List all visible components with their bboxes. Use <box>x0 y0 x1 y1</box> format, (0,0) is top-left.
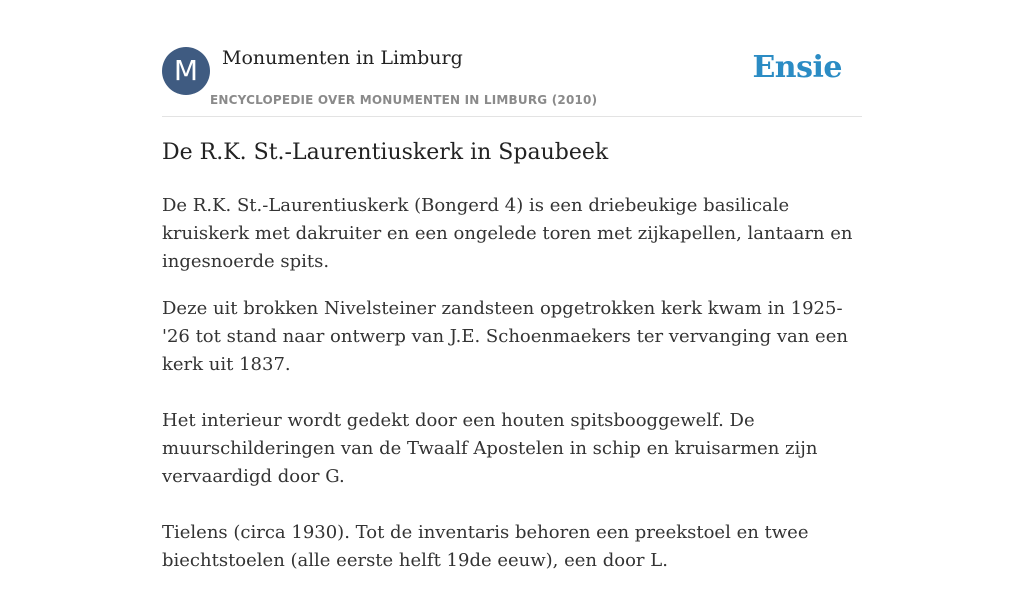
source-title-link[interactable]: Monumenten in Limburg <box>222 47 463 69</box>
article-body <box>162 192 867 594</box>
article-paragraph: Tielens (circa 1930). Tot de inventaris behoren een preekstoel en twee biechtstoelen (alle eerste helft 19de eeuw), een door L. <box>162 522 809 571</box>
source-subtitle: ENCYCLOPEDIE OVER MONUMENTEN IN LIMBURG (2010) <box>210 93 598 107</box>
ensie-logo[interactable]: Ensie <box>752 50 842 85</box>
source-header <box>162 46 862 117</box>
source-avatar[interactable]: M <box>162 47 210 95</box>
article-title: De R.K. St.-Laurentiuskerk in Spaubeek <box>162 140 609 165</box>
article-paragraph: Deze uit brokken Nivelsteiner zandsteen opgetrokken kerk kwam in 1925-'26 tot stand naar ontwerp van J.E. Schoenmaekers ter vervanging van een kerk uit 1837. <box>162 298 848 375</box>
article-paragraph: Het interieur wordt gedekt door een houten spitsbooggewelf. De muurschilderingen van de Twaalf Apostelen in schip en kruisarmen zijn vervaardigd door G. <box>162 410 818 487</box>
article-paragraph: De R.K. St.-Laurentiuskerk (Bongerd 4) is een driebeukige basilicale kruiskerk met dakruiter en een ongelede toren met zijkapellen, lantaarn en ingesnoerde spits. <box>162 195 853 272</box>
